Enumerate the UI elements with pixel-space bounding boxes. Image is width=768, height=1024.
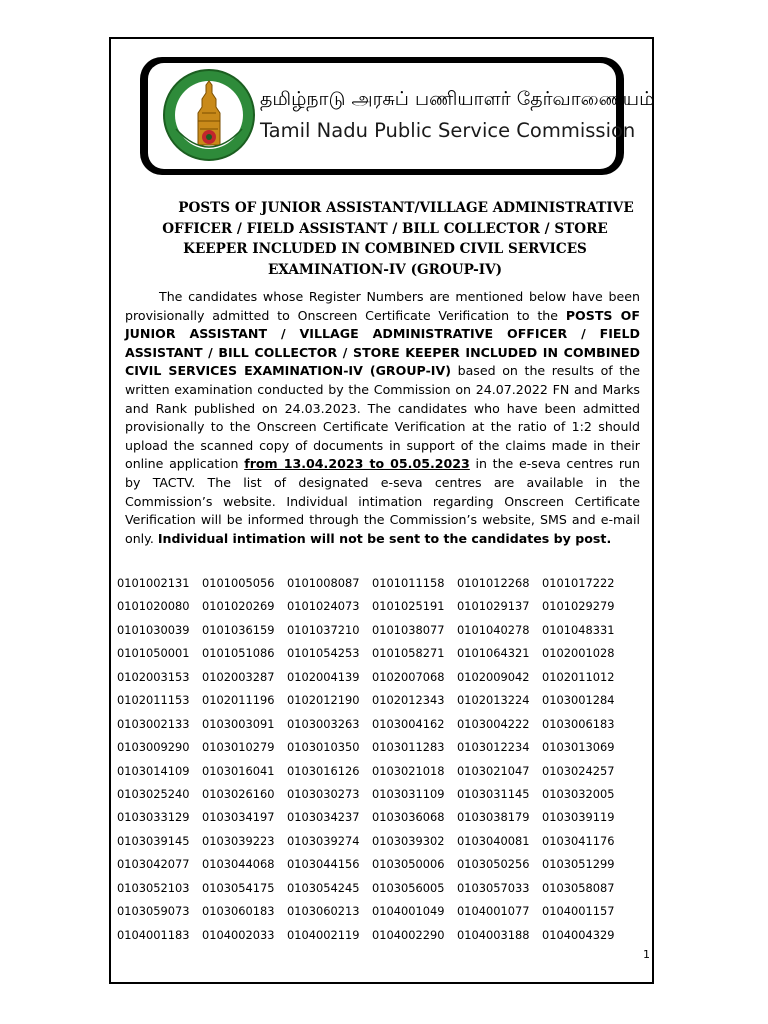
register-number: 0101051086 xyxy=(202,646,275,661)
paragraph-final-bold: Individual intimation will not be sent to the candidates by post. xyxy=(157,530,612,546)
register-number: 0103039302 xyxy=(372,833,445,848)
register-number: 0102001028 xyxy=(542,646,615,661)
register-number: 0103004162 xyxy=(372,716,445,731)
table-row xyxy=(117,764,657,787)
register-number: 0104004329 xyxy=(542,927,615,942)
register-number: 0103034197 xyxy=(202,810,275,825)
register-number: 0103030273 xyxy=(287,786,360,801)
register-number: 0101005056 xyxy=(202,576,275,590)
notice-paragraph xyxy=(125,288,640,548)
table-row xyxy=(117,717,657,740)
register-number: 0104001157 xyxy=(542,904,615,919)
tamil-nadu-emblem-icon xyxy=(162,67,256,163)
register-number: 0103001284 xyxy=(542,693,615,708)
heading-line-3: KEEPER INCLUDED IN COMBINED CIVIL SERVICES xyxy=(183,241,587,257)
register-number: 0103024257 xyxy=(542,763,615,778)
register-number: 0103016126 xyxy=(287,763,360,778)
register-number: 0103012234 xyxy=(457,740,530,755)
table-row xyxy=(117,693,657,716)
register-number: 0101025191 xyxy=(372,599,445,614)
register-number: 0103044068 xyxy=(202,857,275,872)
register-number: 0103058087 xyxy=(542,880,615,895)
register-number: 0101029279 xyxy=(542,599,615,614)
register-number: 0102009042 xyxy=(457,669,530,684)
table-row xyxy=(117,857,657,880)
table-row xyxy=(117,670,657,693)
register-number: 0104001049 xyxy=(372,904,445,919)
register-number: 0101012268 xyxy=(457,576,530,590)
register-number: 0104002033 xyxy=(202,927,275,942)
header-banner xyxy=(140,57,655,175)
table-row xyxy=(117,904,657,927)
register-number: 0103054245 xyxy=(287,880,360,895)
register-number: 0103050256 xyxy=(457,857,530,872)
register-number: 0104001183 xyxy=(117,927,190,942)
register-number: 0101054253 xyxy=(287,646,360,661)
register-number: 0103036068 xyxy=(372,810,445,825)
register-number: 0101008087 xyxy=(287,576,360,590)
register-number: 0101036159 xyxy=(202,622,275,637)
paragraph-posts-bold: POSTS OF JUNIOR ASSISTANT / VILLAGE ADMINISTRATIVE OFFICER / FIELD ASSISTANT / BILL COLLECTOR / STORE KEEPER INCLUDED IN COMBINED CIVIL SERVICES EXAMINATION-IV (GROUP-IV) xyxy=(125,307,640,379)
paragraph-date-range: from 13.04.2023 to 05.05.2023 xyxy=(244,456,470,472)
register-number: 0103056005 xyxy=(372,880,445,895)
register-number: 0103013069 xyxy=(542,740,615,755)
tamil-title: தமிழ்நாடு அரசுப் பணியாளர் தேர்வாணையம் xyxy=(260,88,655,110)
register-number: 0103026160 xyxy=(202,786,275,801)
register-number: 0101002131 xyxy=(117,576,190,590)
register-number: 0101037210 xyxy=(287,622,360,637)
register-number: 0104002290 xyxy=(372,927,445,942)
register-number: 0101020080 xyxy=(117,599,190,614)
register-number: 0101040278 xyxy=(457,622,530,637)
register-number: 0103010279 xyxy=(202,740,275,755)
paragraph-text-3: in the e-seva centres run by TACTV. The list of designated e-seva centres are available in the Commission’s website. Individual intimation regarding Onscreen Certificate Verification will be informed through the Commission’s website, SMS and e-mail only. xyxy=(125,456,640,546)
register-number: 0103033129 xyxy=(117,810,190,825)
register-number: 0104003188 xyxy=(457,927,530,942)
register-number: 0103025240 xyxy=(117,786,190,801)
register-number: 0103042077 xyxy=(117,857,190,872)
register-number: 0103060183 xyxy=(202,904,275,919)
register-number: 0103004222 xyxy=(457,716,530,731)
register-number: 0104002119 xyxy=(287,927,360,942)
table-row xyxy=(117,623,657,646)
paragraph-text-1: The candidates whose Register Numbers are mentioned below have been provisionally admitted to Onscreen Certificate Verification to the xyxy=(125,289,640,323)
register-number: 0102003287 xyxy=(202,669,275,684)
register-number: 0103041176 xyxy=(542,833,615,848)
register-number: 0102011153 xyxy=(117,693,190,708)
register-number: 0102012190 xyxy=(287,693,360,708)
register-number: 0103003263 xyxy=(287,716,360,731)
table-row xyxy=(117,599,657,622)
register-number: 0103051299 xyxy=(542,857,615,872)
register-number: 0103039223 xyxy=(202,833,275,848)
register-number: 0102007068 xyxy=(372,669,445,684)
register-number: 0103021047 xyxy=(457,763,530,778)
register-number-table xyxy=(117,576,657,951)
table-row xyxy=(117,576,657,599)
heading-line-1: POSTS OF JUNIOR ASSISTANT/VILLAGE ADMINISTRATIVE xyxy=(178,200,634,216)
register-number: 0101064321 xyxy=(457,646,530,661)
table-row xyxy=(117,646,657,669)
register-number: 0103016041 xyxy=(202,763,275,778)
register-number: 0103011283 xyxy=(372,740,445,755)
register-number: 0103052103 xyxy=(117,880,190,895)
register-number: 0103050006 xyxy=(372,857,445,872)
register-number: 0103040081 xyxy=(457,833,530,848)
register-number: 0103039119 xyxy=(542,810,615,825)
register-number: 0103054175 xyxy=(202,880,275,895)
register-number: 0103044156 xyxy=(287,857,360,872)
heading-line-2: OFFICER / FIELD ASSISTANT / BILL COLLECTOR / STORE xyxy=(162,220,608,237)
table-row xyxy=(117,740,657,763)
register-number: 0102003153 xyxy=(117,669,190,684)
paragraph-text-2: based on the results of the written examination conducted by the Commission on 24.07.2022 FN and Marks and Rank published on 24.03.2023. The candidates who have been admitted provisionally to the Onscreen Certificate Verification at the ratio of 1:2 should upload the scanned copy of documents in support of the claims made in their online application xyxy=(125,363,640,472)
table-row xyxy=(117,810,657,833)
register-number: 0103038179 xyxy=(457,810,530,825)
table-row xyxy=(117,928,657,951)
register-number: 0103032005 xyxy=(542,786,615,801)
register-number: 0103039274 xyxy=(287,833,360,848)
register-number: 0101020269 xyxy=(202,599,275,614)
register-number: 0103002133 xyxy=(117,716,190,731)
register-number: 0102011012 xyxy=(542,669,615,684)
register-number: 0103039145 xyxy=(117,833,190,848)
register-number: 0101048331 xyxy=(542,622,615,637)
register-number: 0101024073 xyxy=(287,599,360,614)
register-number: 0103006183 xyxy=(542,716,615,731)
table-row xyxy=(117,834,657,857)
register-number: 0103031109 xyxy=(372,786,445,801)
register-number: 0101030039 xyxy=(117,622,190,637)
register-number: 0104001077 xyxy=(457,904,530,919)
table-row xyxy=(117,881,657,904)
register-number: 0102012343 xyxy=(372,693,445,708)
register-number: 0101058271 xyxy=(372,646,445,661)
english-title: Tamil Nadu Public Service Commission xyxy=(260,119,636,142)
notice-heading xyxy=(130,198,640,280)
register-number: 0103014109 xyxy=(117,763,190,778)
register-number: 0101017222 xyxy=(542,576,615,590)
heading-line-4: EXAMINATION-IV (GROUP-IV) xyxy=(267,261,503,278)
register-number: 0102011196 xyxy=(202,693,275,708)
register-number: 0101029137 xyxy=(457,599,530,614)
register-number: 0101011158 xyxy=(372,576,445,590)
register-number: 0103057033 xyxy=(457,880,530,895)
register-number: 0103031145 xyxy=(457,786,530,801)
register-number: 0102013224 xyxy=(457,693,530,708)
register-number: 0102004139 xyxy=(287,669,360,684)
register-number: 0101050001 xyxy=(117,646,190,661)
page-number: 1 xyxy=(643,948,650,961)
register-number: 0101038077 xyxy=(372,622,445,637)
register-number: 0103060213 xyxy=(287,904,360,919)
table-row xyxy=(117,787,657,810)
register-number: 0103009290 xyxy=(117,740,190,755)
register-number: 0103003091 xyxy=(202,716,275,731)
register-number: 0103059073 xyxy=(117,904,190,919)
register-number: 0103010350 xyxy=(287,740,360,755)
register-number: 0103021018 xyxy=(372,763,445,778)
register-number: 0103034237 xyxy=(287,810,360,825)
